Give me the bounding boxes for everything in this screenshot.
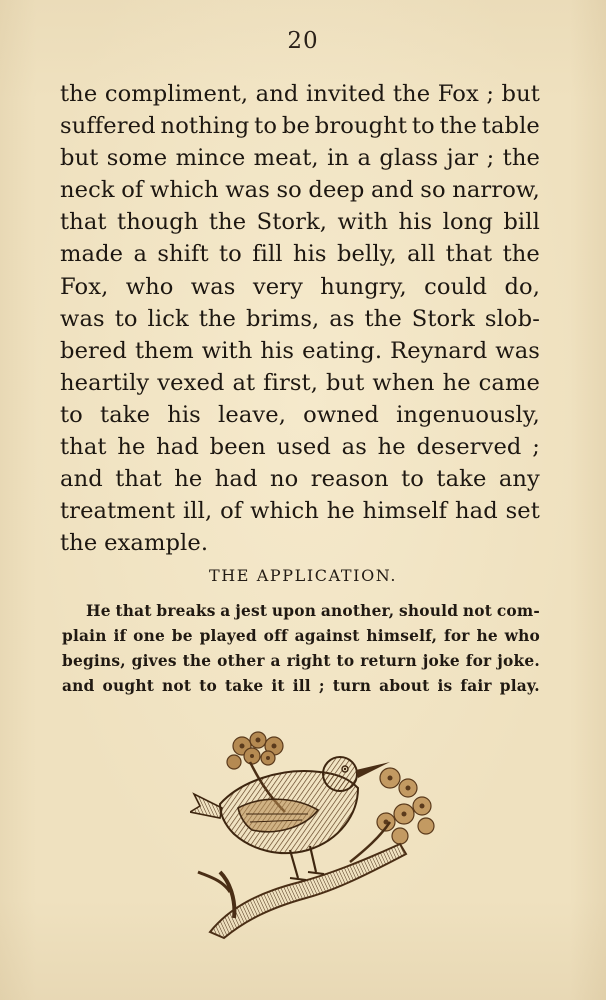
text-line: but some mince meat, in a glass jar ; the bbox=[60, 145, 540, 172]
moral-line: He that breaks a jest upon another, should not com- bbox=[86, 602, 540, 620]
text-line: heartily vexed at first, but when he came bbox=[60, 369, 540, 396]
page-number: 20 bbox=[287, 28, 319, 54]
text-line: was to lick the brims, as the Stork slob- bbox=[60, 305, 540, 332]
text-line: the example. bbox=[60, 530, 209, 557]
text-line: and that he had no reason to take any bbox=[60, 466, 540, 493]
text-line: suffered nothing to be brought to the table bbox=[60, 113, 540, 140]
bird-on-branch-woodcut-icon bbox=[190, 722, 450, 942]
text-line: that he had been used as he deserved ; bbox=[60, 434, 540, 461]
text-line: the compliment, and invited the Fox ; but bbox=[60, 81, 540, 107]
text-line: made a shift to fill his belly, all that the bbox=[60, 241, 540, 268]
text-line: to take his leave, owned ingenuously, bbox=[60, 401, 540, 428]
moral-line: begins, gives the other a right to return joke for joke. bbox=[62, 652, 540, 670]
application-text bbox=[62, 599, 540, 699]
text-line: that though the Stork, with his long bill bbox=[60, 209, 540, 236]
application-heading: THE APPLICATION. bbox=[208, 566, 398, 585]
moral-line: and ought not to take it ill ; turn about is fair play. bbox=[62, 677, 540, 695]
body-text bbox=[60, 78, 540, 559]
text-line: bered them with his eating. Reynard was bbox=[60, 337, 540, 364]
text-line: Fox, who was very hungry, could do, bbox=[60, 273, 540, 300]
text-line: treatment ill, of which he himself had set bbox=[60, 498, 540, 525]
text-line: neck of which was so deep and so narrow, bbox=[60, 177, 540, 204]
moral-line: plain if one be played off against himself, for he who bbox=[62, 627, 540, 645]
